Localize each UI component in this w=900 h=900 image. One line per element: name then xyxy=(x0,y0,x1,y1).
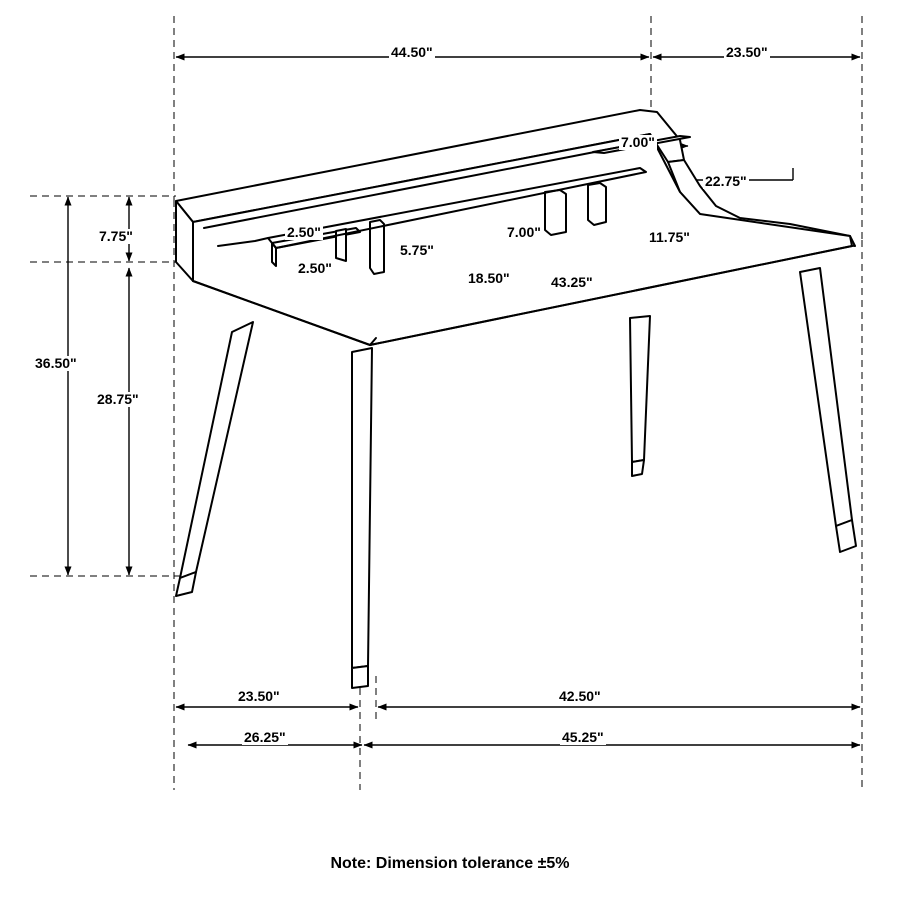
dim-label-7-00-hutch: 7.00" xyxy=(621,134,655,150)
dim-label-28-75: 28.75" xyxy=(97,391,139,407)
dim-label-2-50-height: 2.50" xyxy=(298,260,332,276)
tolerance-note: Note: Dimension tolerance ±5% xyxy=(330,855,570,872)
dim-label-42-50: 42.50" xyxy=(559,688,601,704)
dim-label-23-50-base: 23.50" xyxy=(238,688,280,704)
dim-label-44-50: 44.50" xyxy=(391,44,433,60)
dim-label-26-25: 26.25" xyxy=(244,729,286,745)
dim-label-43-25: 43.25" xyxy=(551,274,593,290)
dim-label-45-25: 45.25" xyxy=(562,729,604,745)
dim-label-11-75: 11.75" xyxy=(649,229,690,245)
dim-label-5-75: 5.75" xyxy=(400,242,434,258)
dim-label-7-75: 7.75" xyxy=(99,228,133,244)
dim-label-2-50-width: 2.50" xyxy=(287,224,321,240)
dim-label-36-50: 36.50" xyxy=(35,355,77,371)
dim-label-18-50: 18.50" xyxy=(468,270,510,286)
dim-label-22-75: 22.75" xyxy=(705,173,747,189)
extension-lines xyxy=(30,16,862,790)
dim-label-23-50-top: 23.50" xyxy=(726,44,768,60)
desk-illustration xyxy=(176,110,856,688)
dim-label-7-00-cubby: 7.00" xyxy=(507,224,541,240)
